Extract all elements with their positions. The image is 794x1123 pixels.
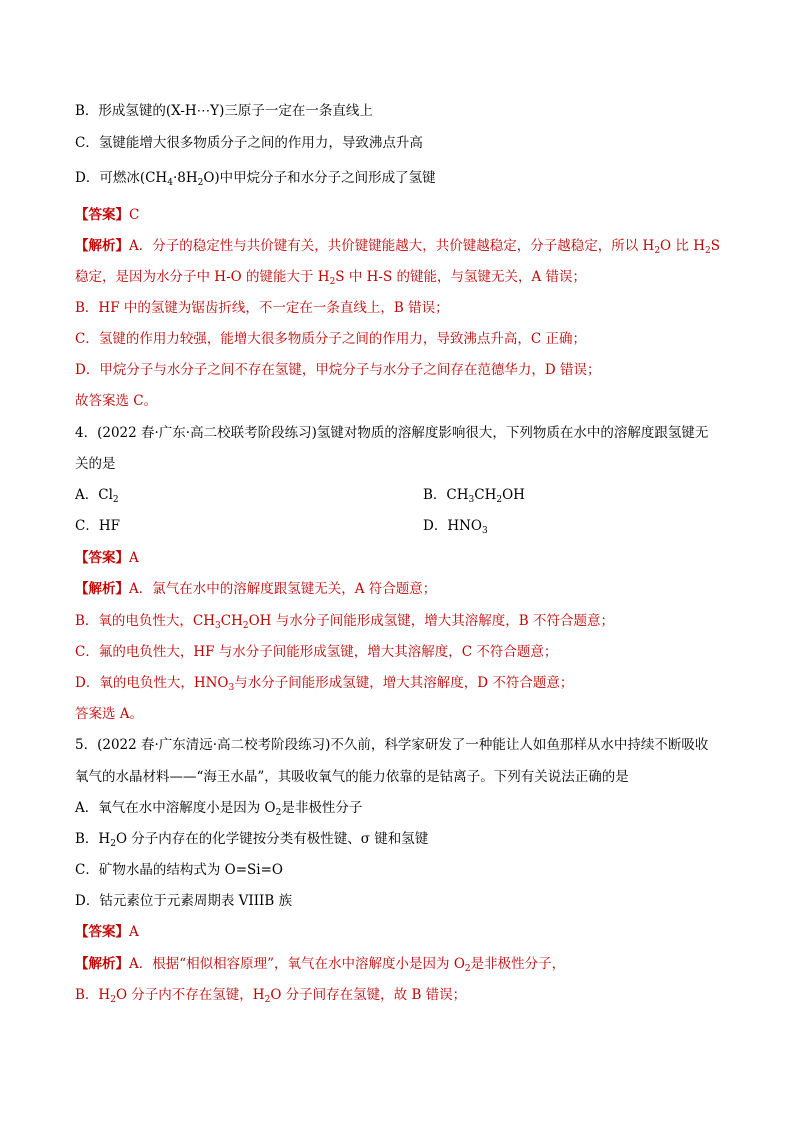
q4-options-row-2 (75, 516, 754, 536)
q4-answer: 【答案】A (75, 550, 139, 566)
q3-analysis-line-1: 【解析】A．分子的稳定性与共价键有关，共价键键能越大，共价键越稳定，分子越稳定，所以 $H_2O$ 比 $H_2S$ (75, 238, 720, 256)
q3-option-d: D．可燃冰$(CH_4\cdot 8H_2O)$中甲烷分子和水分子之间形成了氢键 (75, 170, 436, 188)
q5-analysis-line-1: 【解析】A．根据“相似相容原理”，氧气在水中溶解度小是因为 $O_2$是非极性分子， (75, 956, 566, 974)
q5-option-a: A．氧气在水中溶解度小是因为 $O_2$是非极性分子 (75, 800, 363, 818)
q4-option-a: A．$Cl_2$ (75, 487, 119, 505)
q5-stem-line-2: 氧气的水晶材料——“海王水晶”，其吸收氧气的能力依靠的是钴离子。下列有关说法正确的是 (75, 769, 629, 785)
q3-conclusion: 故答案选 C。 (75, 393, 158, 409)
q5-option-b: B．$H_2O$ 分子内存在的化学键按分类有极性键、σ 键和氢键 (75, 831, 429, 849)
q3-answer: 【答案】C (75, 207, 140, 223)
q3-option-c: C．氢键能增大很多物质分子之间的作用力，导致沸点升高 (75, 135, 423, 151)
q5-analysis-line-2: B．$H_2O$ 分子内不存在氢键，$H_2O$ 分子间存在氢键，故 B 错误； (75, 987, 467, 1005)
q4-analysis-line-1: 【解析】A．氯气在水中的溶解度跟氢键无关，A 符合题意； (75, 581, 437, 597)
q5-stem-line-1: 5．(2022 春·广东清远·高二校考阶段练习)不久前，科学家研发了一种能让人如鱼那样从水中持续不断吸收 (75, 737, 709, 753)
q3-option-b: B．形成氢键的(X-H⋯Y)三原子一定在一条直线上 (75, 103, 373, 119)
q4-conclusion: 答案选 A。 (75, 706, 144, 722)
q4-stem-line-2: 关的是 (75, 456, 116, 472)
q4-option-c: C．HF (75, 518, 120, 534)
q5-answer: 【答案】A (75, 924, 139, 940)
q5-option-c: C．矿物水晶的结构式为 O=Si=O (75, 862, 283, 878)
q4-option-b: B．$CH_3CH_2OH$ (423, 487, 525, 505)
q3-analysis-line-5: D．甲烷分子与水分子之间不存在氢键，甲烷分子与水分子之间存在范德华力，D 错误； (75, 362, 601, 378)
q4-analysis-line-4: D．氧的电负性大，$HNO_3$与水分子间能形成氢键，增大其溶解度，D 不符合题意； (75, 675, 574, 693)
q3-analysis-line-2: 稳定，是因为水分子中 H-O 的键能大于 $H_2S$ 中 H-S 的键能，与氢键无关，A 错误； (75, 269, 587, 287)
q4-analysis-line-2: B．氧的电负性大，$CH_3CH_2OH$ 与水分子间能形成氢键，增大其溶解度，B 不符合题意； (75, 613, 614, 631)
q3-analysis-line-4: C．氢键的作用力较强，能增大很多物质分子之间的作用力，导致沸点升高，C 正确； (75, 331, 586, 347)
q4-option-d: D．$HNO_3$ (423, 518, 488, 536)
q3-analysis-line-3: B．HF 中的氢键为锯齿折线，不一定在一条直线上，B 错误； (75, 300, 449, 316)
q4-stem-line-1: 4．(2022 春·广东·高二校联考阶段练习)氢键对物质的溶解度影响很大，下列物质在水中的溶解度跟氢键无 (75, 425, 709, 441)
q4-analysis-line-3: C．氟的电负性大，HF 与水分子间能形成氢键，增大其溶解度，C 不符合题意； (75, 644, 558, 660)
q5-option-d: D．钴元素位于元素周期表 VIIIB 族 (75, 893, 293, 909)
q4-options-row-1 (75, 485, 754, 505)
